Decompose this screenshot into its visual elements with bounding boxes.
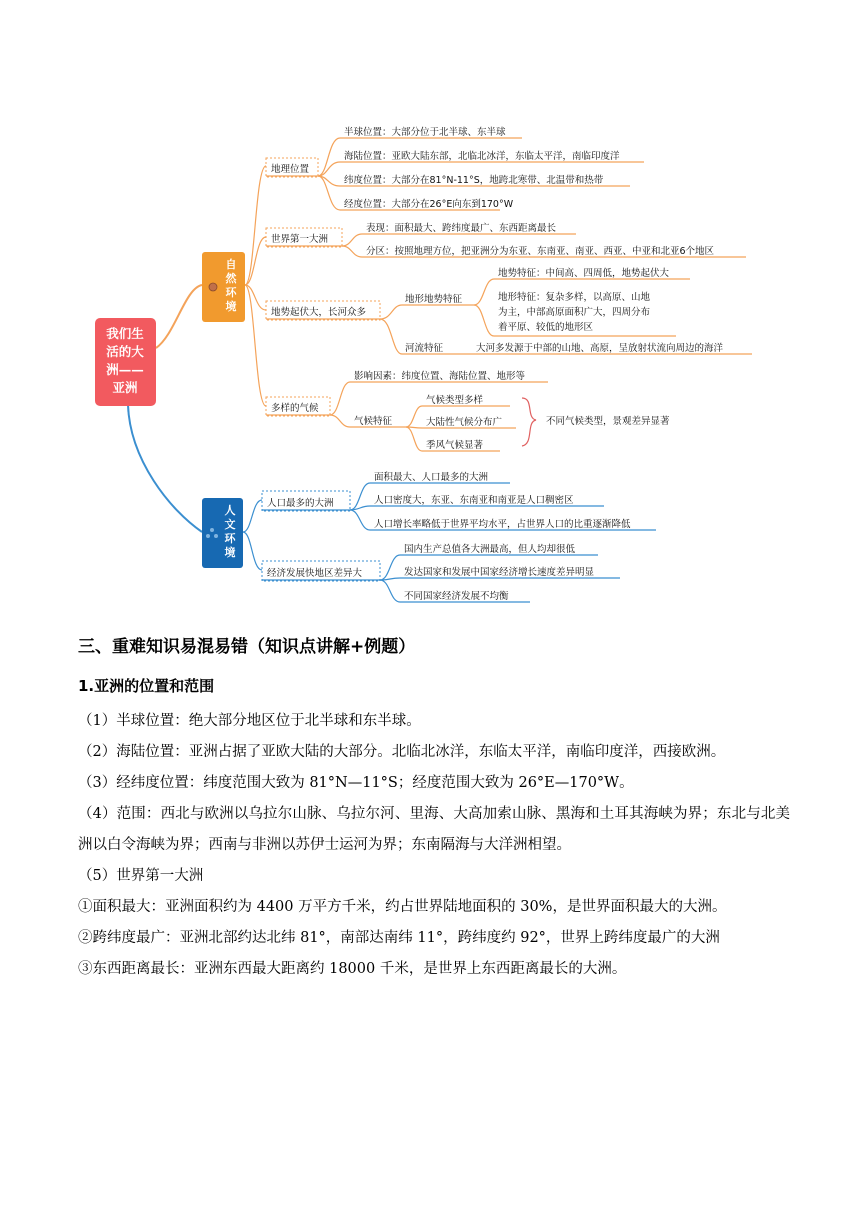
natural-line: 境 bbox=[225, 300, 237, 313]
subheading: 1.亚洲的位置和范围 bbox=[78, 677, 215, 695]
population-label: 人口最多的大洲 bbox=[267, 498, 334, 509]
population-item: 人口增长率略低于世界平均水平，占世界人口的比重逐渐降低 bbox=[374, 519, 631, 530]
climate-brace-note: 不同气候类型，景观差异显著 bbox=[546, 416, 670, 427]
paragraph: （4）范围：西北与欧洲以乌拉尔山脉、乌拉尔河、里海、大高加索山脉、黑海和土耳其海峡为界；东北与北美洲以白令海峡为界；西南与非洲以苏伊士运河为界；东南隔海与大洋洲相望。 bbox=[78, 806, 790, 853]
human-line: 境 bbox=[224, 546, 236, 559]
population-item: 人口密度大，东亚、东南亚和南亚是人口稠密区 bbox=[374, 495, 574, 506]
geo-position-item: 海陆位置：亚欧大陆东部，北临北冰洋，东临太平洋，南临印度洋 bbox=[344, 151, 620, 162]
paragraph: ②跨纬度最广：亚洲北部约达北纬 81°，南部达南纬 11°，跨纬度约 92°，世界上跨纬度最广的大洲 bbox=[78, 930, 720, 946]
river-label: 河流特征 bbox=[405, 343, 444, 354]
landform-item: 为主，中部高原面积广大，四周分布 bbox=[498, 307, 651, 318]
human-line: 环 bbox=[224, 532, 236, 545]
geo-position-item: 纬度位置：大部分在81°N-11°S，地跨北寒带、北温带和热带 bbox=[344, 175, 604, 186]
largest-item: 表现：面积最大、跨纬度最广、东西距离最长 bbox=[366, 223, 557, 234]
largest-continent-label: 世界第一大洲 bbox=[271, 234, 329, 245]
paragraph: （2）海陆位置：亚洲占据了亚欧大陆的大部分。北临北冰洋，东临太平洋，南临印度洋，西接欧洲。 bbox=[78, 744, 726, 760]
paragraph: ③东西距离最长：亚洲东西最大距离约 18000 千米，是世界上东西距离最长的大洲。 bbox=[78, 961, 627, 977]
mind-map bbox=[0, 100, 860, 620]
geo-position-item: 经度位置：大部分在26°E向东到170°W bbox=[344, 199, 514, 210]
landform-item: 地形特征：复杂多样，以高原、山地 bbox=[498, 292, 651, 303]
climate-feature: 气候类型多样 bbox=[426, 395, 484, 406]
root-line: 我们生 bbox=[106, 326, 144, 341]
natural-line: 环 bbox=[225, 286, 237, 299]
paragraph: （1）半球位置：绝大部分地区位于北半球和东半球。 bbox=[78, 713, 421, 729]
section-heading: 三、重难知识易混易错（知识点讲解+例题） bbox=[78, 637, 416, 657]
globe-icon bbox=[209, 283, 217, 291]
terrain-label: 地势起伏大，长河众多 bbox=[271, 307, 367, 318]
climate-feature: 季风气候显著 bbox=[426, 440, 484, 451]
population-item: 面积最大、人口最多的大洲 bbox=[374, 472, 489, 483]
climate-factors: 影响因素：纬度位置、海陆位置、地形等 bbox=[354, 371, 526, 382]
natural-environment-node bbox=[202, 252, 245, 322]
largest-item: 分区：按照地理方位，把亚洲分为东亚、东南亚、南亚、西亚、中亚和北亚6个地区 bbox=[366, 246, 715, 257]
root-line: 亚洲 bbox=[112, 380, 138, 395]
natural-line: 自 bbox=[225, 258, 237, 271]
paragraph: ①面积最大：亚洲面积约为 4400 万平方千米，约占世界陆地面积的 30%，是世界面积最大的大洲。 bbox=[78, 899, 727, 915]
landform-item: 着平原、较低的地形区 bbox=[498, 322, 594, 333]
climate-label: 多样的气候 bbox=[271, 403, 319, 414]
climate-brace bbox=[522, 398, 536, 446]
climate-feature-label: 气候特征 bbox=[354, 416, 393, 427]
paragraph: （5）世界第一大洲 bbox=[78, 868, 204, 884]
economy-label: 经济发展快地区差异大 bbox=[267, 568, 363, 579]
landform-label: 地形地势特征 bbox=[405, 294, 463, 305]
root-line: 活的大 bbox=[106, 344, 144, 359]
human-environment-node bbox=[202, 498, 243, 568]
economy-item: 发达国家和发展中国家经济增长速度差异明显 bbox=[404, 567, 595, 578]
river-item: 大河多发源于中部的山地、高原，呈放射状流向周边的海洋 bbox=[476, 343, 724, 354]
paragraph: （3）经纬度位置：纬度范围大致为 81°N—11°S；经度范围大致为 26°E—170°W。 bbox=[78, 775, 634, 791]
root-line: 洲—— bbox=[106, 362, 144, 377]
paragraphs bbox=[78, 706, 790, 985]
economy-item: 国内生产总值各大洲最高，但人均却很低 bbox=[404, 544, 576, 555]
geo-position-label: 地理位置 bbox=[271, 164, 310, 175]
natural-line: 然 bbox=[225, 272, 237, 285]
geo-position-item: 半球位置：大部分位于北半球、东半球 bbox=[344, 127, 506, 138]
human-line: 人 bbox=[224, 504, 236, 517]
climate-feature: 大陆性气候分布广 bbox=[426, 417, 503, 428]
economy-item: 不同国家经济发展不均衡 bbox=[404, 591, 509, 602]
human-line: 文 bbox=[224, 518, 236, 531]
landform-item: 地势特征：中间高、四周低，地势起伏大 bbox=[498, 268, 670, 279]
